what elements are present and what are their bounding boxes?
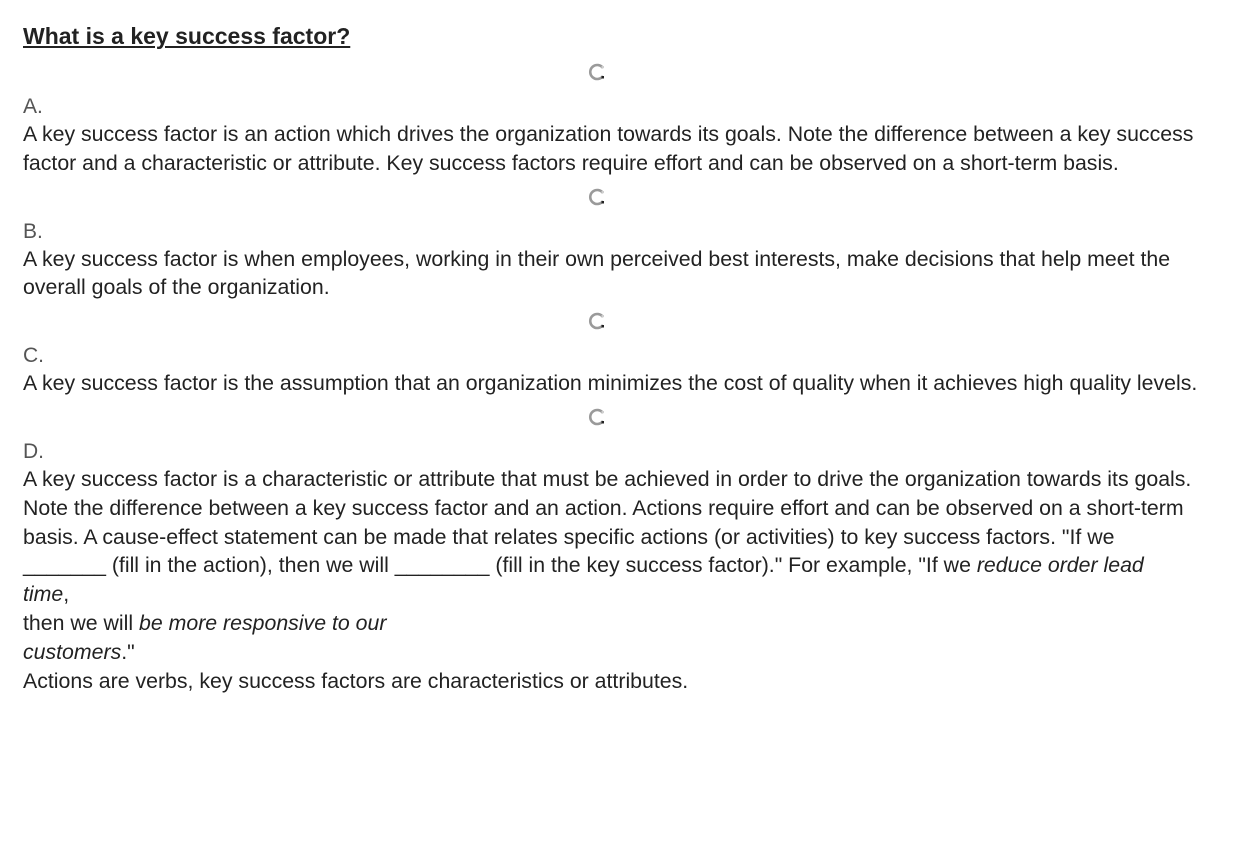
radio-button-icon[interactable] (588, 188, 606, 206)
option-d-line-time (23, 580, 1203, 609)
option-d-italic-1: reduce order lead (976, 553, 1144, 578)
option-d-radio-row (23, 402, 1171, 432)
option-b-text[interactable]: A key success factor is when employees, working in their own perceived best interests, make decisions that help meet the overall goals of the organization. (23, 246, 1171, 300)
radio-button-icon[interactable] (588, 408, 606, 426)
option-b-letter: B. (23, 219, 43, 243)
option-a-letter: A. (23, 95, 43, 118)
option-d-italic-2: time (23, 582, 64, 607)
option-d-closing: Actions are verbs, key success factors are characteristics or attributes. (23, 668, 689, 693)
option-d-after-italic-2: , (63, 582, 70, 607)
option-d-line-then (23, 609, 1203, 638)
option-d-line-customers (23, 638, 1203, 667)
option-a-radio-row (23, 57, 1171, 87)
option-b-radio-row (23, 182, 1171, 212)
question-title: What is a key success factor? (23, 23, 351, 49)
option-d-main-text: A key success factor is a characteristic or attribute that must be achieved in order to drive the organization towards its goals. Note the difference between a key success factor and an action. Actions require effort and can be observed on a short-term basis. A cause-effect statement can be made that relates specific actions (or activities) to key success factors. "If we _______ (fill in the action), then we will ________ (fill in the key success factor)." For example, "If we (23, 466, 1192, 578)
option-c-letter: C. (23, 344, 44, 368)
option-c-text[interactable]: A key success factor is the assumption that an organization minimizes the cost of quality when it achieves high quality levels. (23, 371, 1198, 396)
option-d-text[interactable] (23, 465, 1203, 695)
radio-button-icon[interactable] (588, 63, 606, 81)
option-d-italic-4: customers (23, 639, 122, 664)
option-d-italic-3: be more responsive to our (139, 610, 387, 635)
option-a-text[interactable]: A key success factor is an action which drives the organization towards its goals. Note the difference between a key success factor and a characteristic or attribute. Key success factors require effort and can be observed on a short-term basis. (23, 122, 1194, 175)
option-c-radio-row (23, 306, 1171, 336)
radio-button-icon[interactable] (588, 312, 606, 330)
option-d-then-text: then we will (23, 610, 139, 635)
question-container (23, 20, 1203, 695)
option-d-after-italic-4: ." (121, 639, 135, 664)
option-d-letter: D. (23, 439, 44, 463)
